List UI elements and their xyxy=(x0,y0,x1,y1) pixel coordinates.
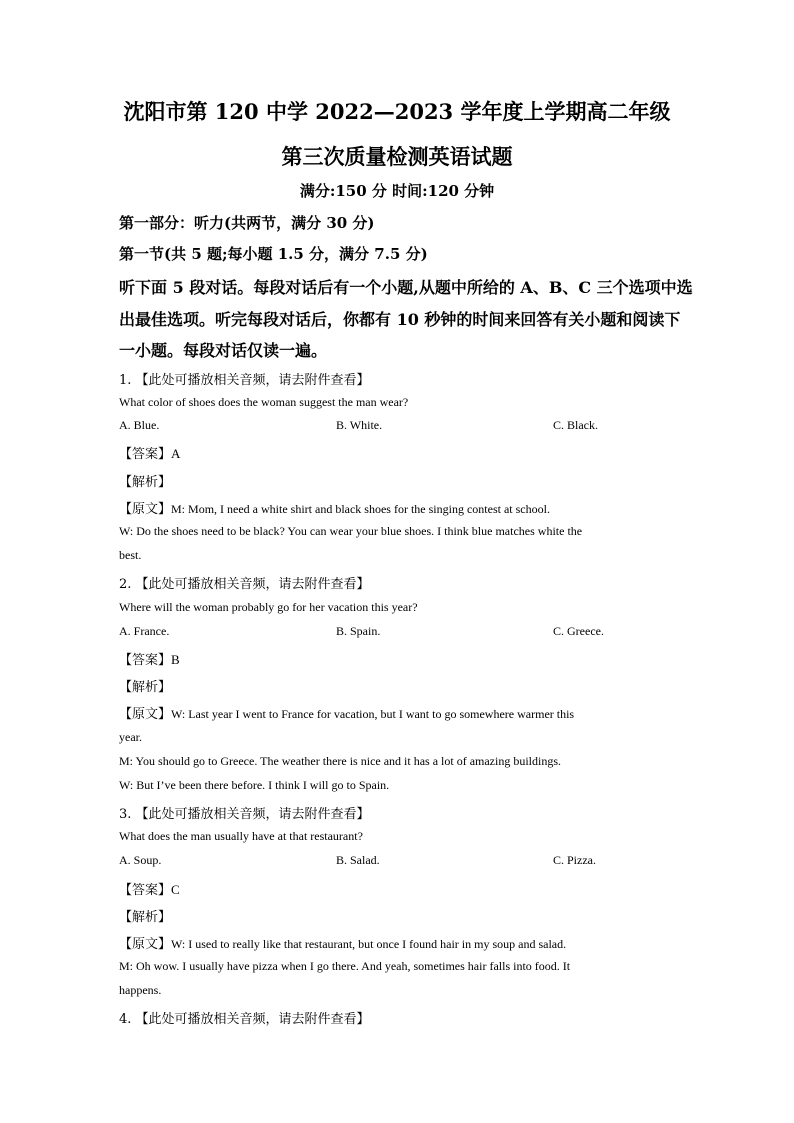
transcript-row-3-1 xyxy=(119,933,566,952)
transcript-row-1-1 xyxy=(119,498,550,517)
answer-label: 【答案】 xyxy=(119,883,172,898)
audio-placeholder-1: 1. 【此处可播放相关音频，请去附件查看】 xyxy=(119,373,370,388)
option-a-2: A. France. xyxy=(119,624,170,638)
transcript-line: W: Do the shoes need to be black? You can wear your blue shoes. I think blue matches white the xyxy=(119,524,583,538)
transcript-line: happens. xyxy=(119,983,162,997)
answer-value-1: A xyxy=(171,446,181,461)
analysis-label-1: 【解析】 xyxy=(119,475,172,490)
transcript-row-2-1 xyxy=(119,703,574,722)
analysis-label-2: 【解析】 xyxy=(119,680,172,695)
analysis-label-3: 【解析】 xyxy=(119,910,172,925)
original-label: 【原文】 xyxy=(119,501,172,516)
audio-placeholder-2: 2. 【此处可播放相关音频，请去附件查看】 xyxy=(119,577,370,592)
transcript-line: year. xyxy=(119,730,142,744)
option-b-2: B. Spain. xyxy=(336,624,381,638)
audio-placeholder-4: 4. 【此处可播放相关音频，请去附件查看】 xyxy=(119,1012,370,1027)
score-time-info: 满分:150 分 时间:120 分钟 xyxy=(299,182,495,200)
transcript-line: M: Oh wow. I usually have pizza when I go there. And yeah, sometimes hair falls into food. It xyxy=(119,959,571,973)
instruction-line-1: 听下面 5 段对话。每段对话后有一个小题,从题中所给的 A、B、C 三个选项中选 xyxy=(119,278,693,297)
transcript-text: W: Last year I went to France for vacation, but I want to go somewhere warmer this xyxy=(171,707,575,721)
part-heading: 第一部分：听力(共两节，满分 30 分) xyxy=(119,214,375,232)
option-c-1: C. Black. xyxy=(553,418,598,432)
original-label: 【原文】 xyxy=(119,936,172,951)
answer-value-3: C xyxy=(171,882,180,897)
transcript-line: M: You should go to Greece. The weather there is nice and it has a lot of amazing buildings. xyxy=(119,754,562,768)
subsection-heading: 第一节(共 5 题;每小题 1.5 分，满分 7.5 分) xyxy=(119,245,428,263)
question-text-1: What color of shoes does the woman suggest the man wear? xyxy=(119,395,409,409)
instruction-line-2: 出最佳选项。听完每段对话后，你都有 10 秒钟的时间来回答有关小题和阅读下 xyxy=(119,310,681,329)
question-text-3: What does the man usually have at that restaurant? xyxy=(119,829,363,843)
answer-row-2 xyxy=(119,649,180,668)
exam-title-line2: 第三次质量检测英语试题 xyxy=(281,144,513,169)
audio-placeholder-3: 3. 【此处可播放相关音频，请去附件查看】 xyxy=(119,807,370,822)
transcript-line: best. xyxy=(119,548,142,562)
transcript-line: W: But I’ve been there before. I think I will go to Spain. xyxy=(119,778,390,792)
option-b-3: B. Salad. xyxy=(336,853,380,867)
exam-title-line1: 沈阳市第 120 中学 2022—2023 学年度上学期高二年级 xyxy=(123,99,671,124)
transcript-text: W: I used to really like that restaurant, but once I found hair in my soup and salad. xyxy=(171,937,567,951)
answer-label: 【答案】 xyxy=(119,447,172,462)
option-c-2: C. Greece. xyxy=(553,624,604,638)
question-text-2: Where will the woman probably go for her vacation this year? xyxy=(119,600,418,614)
answer-value-2: B xyxy=(171,652,180,667)
instruction-line-3: 一小题。每段对话仅读一遍。 xyxy=(119,341,328,360)
option-b-1: B. White. xyxy=(336,418,383,432)
transcript-text: M: Mom, I need a white shirt and black shoes for the singing contest at school. xyxy=(171,502,550,516)
option-a-3: A. Soup. xyxy=(119,853,162,867)
answer-label: 【答案】 xyxy=(119,653,172,668)
option-c-3: C. Pizza. xyxy=(553,853,596,867)
original-label: 【原文】 xyxy=(119,706,172,721)
option-a-1: A. Blue. xyxy=(119,418,160,432)
answer-row-1 xyxy=(119,443,180,462)
answer-row-3 xyxy=(119,879,180,898)
